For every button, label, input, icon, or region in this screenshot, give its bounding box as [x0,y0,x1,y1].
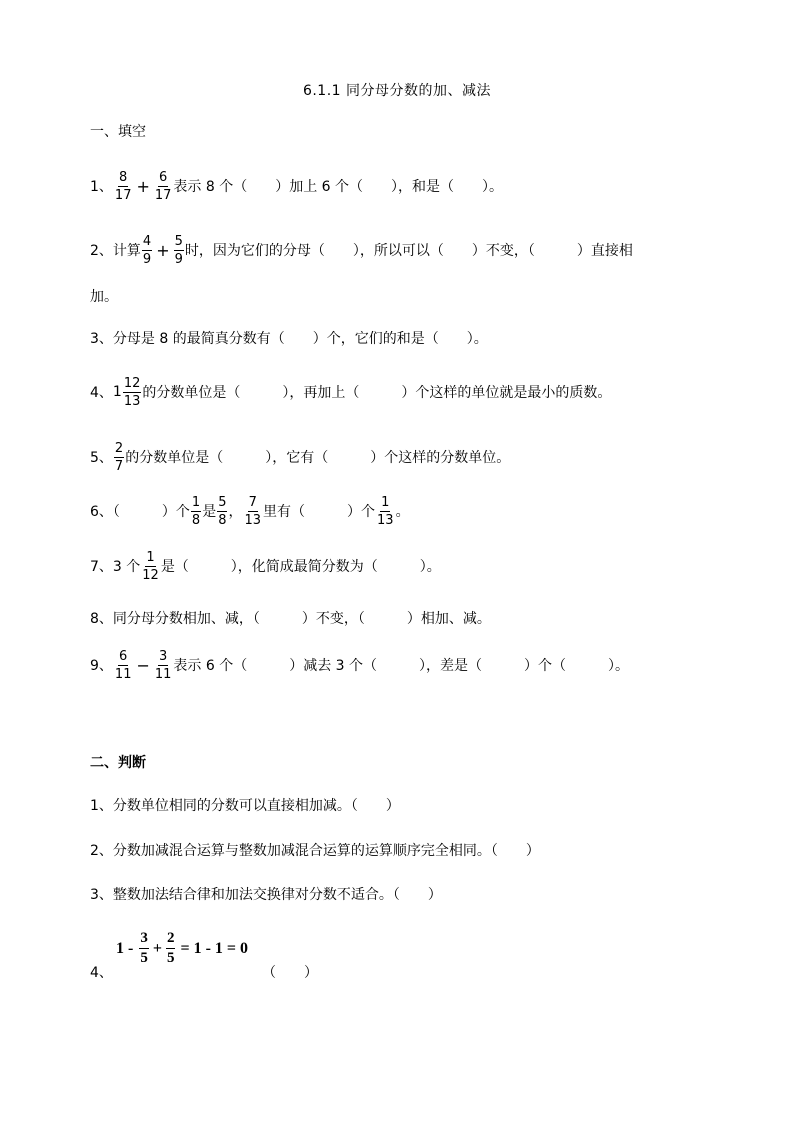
denominator: 17 [154,187,172,203]
fraction [154,170,173,203]
question-text: 表示 6 个（ ）减去 3 个（ ），差是（ ）个（ ）。 [173,658,630,674]
denominator: 5 [166,950,175,966]
question-text: 2、分数加减混合运算与整数加减混合运算的运算顺序完全相同。（ ） [90,843,540,859]
question-text: 8、同分母分数相加、减，（ ）不变，（ ）相加、减。 [90,611,491,627]
question-number: 1、 [90,179,113,195]
question-text: 3、整数加法结合律和加法交换律对分数不适合。（ ） [90,887,442,903]
numerator: 1 [146,549,155,565]
question-number: 9、 [90,658,113,674]
fraction [376,495,395,528]
question-text: 里有（ ）个 [263,504,376,520]
numerator: 1 [381,494,390,510]
denominator: 9 [174,251,183,267]
denominator: 8 [218,512,227,528]
fraction [217,495,227,528]
denominator: 17 [114,187,132,203]
question-prefix: 计算 [112,243,141,259]
answer-parentheses: （ ） [262,965,318,981]
question-text: 是 [202,504,217,520]
question-continuation: 加。 [90,289,118,305]
mixed-number [113,376,142,409]
denominator: 9 [142,251,152,267]
fill-question-2 [90,230,633,270]
section-heading-fill: 一、填空 [90,124,146,140]
equation-text: = 1 - 1 = 0 [180,939,249,957]
question-text: 1、分数单位相同的分数可以直接相加减。（ ） [90,798,400,814]
fill-question-5 [90,437,510,477]
fill-question-9 [90,645,629,685]
denominator: 11 [154,666,172,682]
denominator: 5 [140,950,148,966]
judge-question-3 [90,874,442,914]
fraction [243,495,262,528]
question-number: 5、 [90,450,113,466]
question-text: 表示 8 个（ ）加上 6 个（ ），和是（ ）。 [173,179,504,195]
question-text: 3、分母是 8 的最简真分数有（ ）个，它们的和是（ ）。 [90,331,488,347]
question-text: 。 [395,504,410,520]
page-title: 6.1.1 同分母分数的加、减法 [302,83,492,99]
fraction [191,495,201,528]
denominator: 11 [114,666,132,682]
fraction [166,930,176,967]
fraction [174,234,184,267]
fraction [139,930,149,967]
numerator: 12 [123,375,141,391]
question-text: 是（ ），化简成最简分数为（ ）。 [160,559,441,575]
plus-sign: + [156,240,170,260]
denominator: 7 [114,458,124,474]
question-text: ， [228,504,243,520]
fraction [114,441,124,474]
denominator: 13 [123,393,141,409]
question-text: 时，因为它们的分母（ ），所以可以（ ）不变，（ ）直接相 [184,243,633,259]
numerator: 5 [174,233,183,249]
denominator: 13 [244,512,262,528]
question-number: 4、 [90,965,113,981]
equation-text: 1 - [116,939,134,957]
fill-question-6 [90,491,410,531]
section-heading-judge: 二、判断 [90,755,146,771]
numerator: 2 [166,930,176,949]
numerator: 8 [119,169,128,185]
denominator: 12 [142,567,159,583]
fill-question-3 [90,318,488,358]
fill-question-7 [90,546,441,586]
question-text: 的分数单位是（ ），它有（ ）个这样的分数单位。 [125,450,511,466]
plus-sign: + [152,939,162,957]
numerator: 7 [248,494,257,510]
question-text: 的分数单位是（ ），再加上（ ）个这样的单位就是最小的质数。 [142,385,612,401]
question-number: 4、 [90,385,113,401]
numerator: 6 [119,648,128,664]
numerator: 1 [191,494,201,510]
numerator: 4 [142,233,152,249]
fraction [154,649,173,682]
judge-question-2 [90,830,540,870]
question-number: 2、 [90,243,113,259]
fraction [114,170,133,203]
numerator: 3 [139,930,149,949]
fraction [123,376,142,409]
denominator: 8 [191,512,201,528]
plus-sign: + [136,176,150,196]
question-number: 6、（ ）个 [90,504,190,520]
numerator: 2 [114,440,124,456]
question-number: 7、3 个 [90,559,141,575]
fill-question-1 [90,166,503,206]
fill-question-8 [90,598,491,638]
judge-question-1 [90,785,400,825]
minus-sign: − [136,655,150,675]
numerator: 3 [159,648,168,664]
fill-question-4 [90,372,611,412]
numerator: 6 [159,169,168,185]
denominator: 13 [377,512,394,528]
fraction [114,649,133,682]
numerator: 5 [218,494,227,510]
equation [116,930,248,967]
fraction [142,234,152,267]
fraction [141,550,160,583]
whole-part: 1 [112,384,122,400]
